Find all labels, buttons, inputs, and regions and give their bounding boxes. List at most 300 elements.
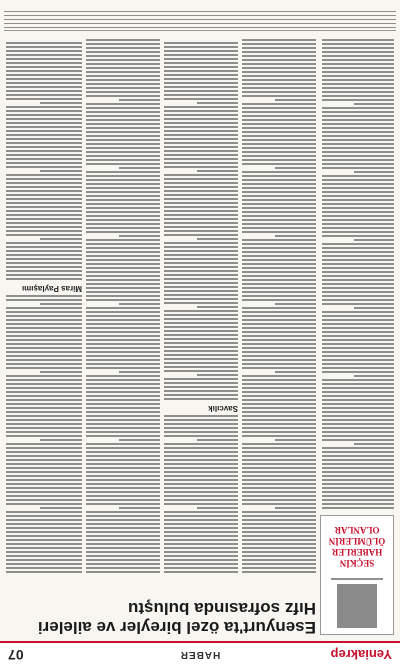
body-text-line bbox=[6, 479, 82, 481]
body-text-line bbox=[164, 278, 238, 280]
body-text-line bbox=[164, 354, 238, 356]
body-text-line bbox=[6, 226, 82, 228]
body-text-line bbox=[164, 394, 238, 396]
body-text-line bbox=[242, 203, 316, 205]
body-text-line bbox=[164, 150, 238, 152]
body-text-line bbox=[86, 79, 160, 81]
body-text-line bbox=[86, 187, 160, 189]
body-text-line bbox=[86, 111, 160, 113]
body-text-line bbox=[6, 351, 82, 353]
article-subheading: Miras Paylaşımı bbox=[21, 284, 82, 293]
body-text-line bbox=[6, 90, 82, 92]
body-text-line bbox=[86, 443, 160, 445]
body-text-line bbox=[322, 187, 394, 189]
body-text-line bbox=[6, 431, 82, 433]
body-text-line bbox=[322, 391, 394, 393]
body-text-line bbox=[322, 119, 394, 121]
body-text-line bbox=[164, 126, 238, 128]
body-text-line bbox=[6, 258, 82, 260]
body-text-line bbox=[164, 519, 238, 521]
body-text-line bbox=[242, 423, 316, 425]
body-text-line bbox=[275, 99, 316, 101]
body-text-line bbox=[6, 110, 82, 112]
body-text-line bbox=[86, 255, 160, 257]
body-text-line bbox=[322, 395, 394, 397]
body-text-line bbox=[86, 535, 160, 537]
body-text-line bbox=[164, 531, 238, 533]
body-text-line bbox=[322, 123, 394, 125]
body-text-line bbox=[322, 203, 394, 205]
body-text-line bbox=[6, 323, 82, 325]
body-text-line bbox=[6, 299, 82, 301]
body-text-line bbox=[242, 39, 316, 41]
body-text-line bbox=[242, 403, 316, 405]
body-text-line bbox=[86, 567, 160, 569]
body-text-line bbox=[242, 95, 316, 97]
body-text-line bbox=[86, 523, 160, 525]
body-text-line bbox=[6, 190, 82, 192]
body-text-line bbox=[6, 495, 82, 497]
body-text-line bbox=[322, 387, 394, 389]
body-text-line bbox=[242, 359, 316, 361]
body-text-line bbox=[242, 331, 316, 333]
body-text-line bbox=[86, 47, 160, 49]
body-text-line bbox=[86, 175, 160, 177]
body-text-line bbox=[86, 271, 160, 273]
body-text-line bbox=[86, 127, 160, 129]
body-text-line bbox=[86, 455, 160, 457]
body-text-line bbox=[322, 47, 394, 49]
body-text-line bbox=[242, 111, 316, 113]
body-text-line bbox=[164, 166, 238, 168]
body-text-line bbox=[119, 439, 160, 441]
body-text-line bbox=[86, 307, 160, 309]
body-text-line bbox=[322, 299, 394, 301]
body-text-line bbox=[164, 370, 238, 372]
body-text-line bbox=[86, 163, 160, 165]
body-text-line bbox=[242, 311, 316, 313]
body-text-line bbox=[86, 43, 160, 45]
body-text-line bbox=[164, 230, 238, 232]
body-text-line bbox=[242, 59, 316, 61]
body-text-line bbox=[6, 274, 82, 276]
body-text-line bbox=[6, 523, 82, 525]
body-text-line bbox=[86, 195, 160, 197]
body-text-line bbox=[86, 267, 160, 269]
body-text-line bbox=[242, 443, 316, 445]
body-text-line bbox=[6, 379, 82, 381]
body-text-line bbox=[164, 310, 238, 312]
body-text-line bbox=[6, 315, 82, 317]
body-text-line bbox=[6, 491, 82, 493]
body-text-line bbox=[322, 463, 394, 465]
body-text-line bbox=[354, 375, 394, 377]
body-text-line bbox=[164, 66, 238, 68]
body-text-line bbox=[86, 339, 160, 341]
body-text-line bbox=[164, 463, 238, 465]
body-text-line bbox=[6, 391, 82, 393]
body-text-line bbox=[6, 539, 82, 541]
body-text-line bbox=[6, 254, 82, 256]
body-text-line bbox=[242, 307, 316, 309]
body-text-line bbox=[242, 319, 316, 321]
body-text-line bbox=[164, 262, 238, 264]
body-text-line bbox=[164, 475, 238, 477]
body-text-line bbox=[242, 171, 316, 173]
body-text-line bbox=[242, 223, 316, 225]
body-text-line bbox=[164, 198, 238, 200]
body-text-line bbox=[86, 135, 160, 137]
body-text-line bbox=[242, 43, 316, 45]
body-text-line bbox=[242, 555, 316, 557]
body-text-line bbox=[242, 163, 316, 165]
body-text-line bbox=[242, 267, 316, 269]
body-text-line bbox=[6, 331, 82, 333]
body-text-line bbox=[242, 499, 316, 501]
body-text-line bbox=[322, 343, 394, 345]
body-text-line bbox=[164, 435, 238, 437]
body-text-line bbox=[242, 139, 316, 141]
body-text-line bbox=[86, 367, 160, 369]
body-text-line bbox=[6, 214, 82, 216]
body-text-line bbox=[197, 439, 238, 441]
body-text-line bbox=[242, 463, 316, 465]
body-text-line bbox=[164, 427, 238, 429]
body-text-line bbox=[242, 79, 316, 81]
body-text-line bbox=[164, 443, 238, 445]
body-text-line bbox=[242, 187, 316, 189]
body-text-line bbox=[6, 126, 82, 128]
body-text-line bbox=[6, 78, 82, 80]
body-text-line bbox=[354, 443, 394, 445]
body-text-line bbox=[322, 75, 394, 77]
body-text-line bbox=[322, 39, 394, 41]
body-text-line bbox=[322, 455, 394, 457]
body-text-line bbox=[164, 186, 238, 188]
body-text-line bbox=[164, 58, 238, 60]
body-text-line bbox=[322, 231, 394, 233]
body-text-line bbox=[242, 471, 316, 473]
body-text-line bbox=[6, 138, 82, 140]
body-text-line bbox=[164, 298, 238, 300]
body-text-line bbox=[86, 139, 160, 141]
body-text-line bbox=[242, 467, 316, 469]
body-text-line bbox=[6, 198, 82, 200]
body-text-line bbox=[164, 158, 238, 160]
body-text-line bbox=[322, 491, 394, 493]
body-text-line bbox=[6, 206, 82, 208]
body-text-line bbox=[242, 127, 316, 129]
body-text-line bbox=[322, 275, 394, 277]
body-text-line bbox=[322, 227, 394, 229]
body-text-line bbox=[164, 495, 238, 497]
body-text-line bbox=[6, 311, 82, 313]
body-text-line bbox=[6, 531, 82, 533]
body-text-line bbox=[86, 419, 160, 421]
body-text-line bbox=[6, 42, 82, 44]
body-text-line bbox=[86, 323, 160, 325]
body-text-line bbox=[164, 326, 238, 328]
article-headline: Esenyurt'ta özel bireyler ve aileleri Hıfz sofrasında buluştu bbox=[37, 599, 316, 637]
body-text-line bbox=[354, 171, 394, 173]
body-text-line bbox=[164, 218, 238, 220]
body-text-line bbox=[164, 222, 238, 224]
body-text-line bbox=[322, 495, 394, 497]
footer-text-line bbox=[4, 27, 396, 28]
body-text-line bbox=[6, 511, 82, 513]
body-text-line bbox=[242, 503, 316, 505]
body-text-line bbox=[86, 459, 160, 461]
body-text-line bbox=[242, 183, 316, 185]
body-text-line bbox=[322, 83, 394, 85]
body-text-line bbox=[242, 515, 316, 517]
body-text-line bbox=[322, 271, 394, 273]
body-text-line bbox=[242, 299, 316, 301]
body-text-line bbox=[242, 527, 316, 529]
body-text-line bbox=[164, 274, 238, 276]
body-text-line bbox=[322, 131, 394, 133]
body-text-line bbox=[164, 555, 238, 557]
body-text-line bbox=[164, 74, 238, 76]
body-text-line bbox=[322, 59, 394, 61]
body-text-line bbox=[6, 443, 82, 445]
body-text-line bbox=[164, 523, 238, 525]
body-text-line bbox=[86, 87, 160, 89]
body-text-line bbox=[86, 227, 160, 229]
body-text-line bbox=[6, 178, 82, 180]
body-text-line bbox=[322, 67, 394, 69]
body-text-line bbox=[86, 147, 160, 149]
body-text-line bbox=[86, 247, 160, 249]
body-text-line bbox=[86, 395, 160, 397]
body-text-line bbox=[86, 223, 160, 225]
body-text-line bbox=[6, 66, 82, 68]
body-text-line bbox=[242, 375, 316, 377]
body-text-line bbox=[86, 351, 160, 353]
body-text-line bbox=[6, 162, 82, 164]
body-text-line bbox=[86, 331, 160, 333]
body-text-line bbox=[242, 107, 316, 109]
body-text-line bbox=[86, 547, 160, 549]
body-text-line bbox=[6, 515, 82, 517]
body-text-line bbox=[242, 263, 316, 265]
body-text-line bbox=[86, 275, 160, 277]
body-text-line bbox=[242, 159, 316, 161]
body-text-line bbox=[242, 491, 316, 493]
body-text-line bbox=[322, 319, 394, 321]
body-text-line bbox=[275, 303, 316, 305]
body-text-line bbox=[322, 51, 394, 53]
body-text-line bbox=[86, 559, 160, 561]
body-text-line bbox=[242, 363, 316, 365]
body-text-line bbox=[86, 487, 160, 489]
body-text-line bbox=[6, 423, 82, 425]
body-text-line bbox=[86, 91, 160, 93]
body-text-line bbox=[6, 471, 82, 473]
body-text-line bbox=[164, 346, 238, 348]
body-text-line bbox=[322, 323, 394, 325]
body-text-line bbox=[119, 371, 160, 373]
body-text-line bbox=[6, 307, 82, 309]
body-text-line bbox=[6, 46, 82, 48]
body-text-line bbox=[164, 334, 238, 336]
body-text-line bbox=[86, 59, 160, 61]
body-text-line bbox=[322, 359, 394, 361]
text-column bbox=[86, 37, 160, 573]
page-footer bbox=[4, 4, 396, 28]
body-text-line bbox=[322, 371, 394, 373]
body-text-line bbox=[86, 407, 160, 409]
body-text-line bbox=[164, 491, 238, 493]
body-text-line bbox=[164, 551, 238, 553]
body-text-line bbox=[322, 159, 394, 161]
body-text-line bbox=[242, 323, 316, 325]
body-text-line bbox=[322, 431, 394, 433]
body-text-line bbox=[6, 459, 82, 461]
body-text-line bbox=[242, 551, 316, 553]
body-text-line bbox=[164, 78, 238, 80]
body-text-line bbox=[322, 279, 394, 281]
body-text-line bbox=[164, 282, 238, 284]
body-text-line bbox=[6, 343, 82, 345]
body-text-line bbox=[86, 143, 160, 145]
body-text-line bbox=[164, 547, 238, 549]
body-text-line bbox=[164, 90, 238, 92]
body-text-line bbox=[86, 383, 160, 385]
body-text-line bbox=[242, 435, 316, 437]
body-text-line bbox=[242, 351, 316, 353]
column-title-line: ÖLÜMLERİN bbox=[328, 536, 386, 546]
body-text-line bbox=[86, 551, 160, 553]
body-text-line bbox=[164, 94, 238, 96]
body-text-line bbox=[86, 211, 160, 213]
body-text-line bbox=[86, 55, 160, 57]
body-text-line bbox=[6, 435, 82, 437]
body-text-line bbox=[322, 315, 394, 317]
body-text-line bbox=[242, 479, 316, 481]
body-text-line bbox=[164, 134, 238, 136]
body-text-line bbox=[86, 399, 160, 401]
body-text-line bbox=[6, 174, 82, 176]
body-text-line bbox=[322, 459, 394, 461]
body-text-line bbox=[164, 366, 238, 368]
body-text-line bbox=[242, 419, 316, 421]
body-text-line bbox=[86, 343, 160, 345]
body-text-line bbox=[164, 483, 238, 485]
body-text-line bbox=[164, 242, 238, 244]
body-text-line bbox=[164, 118, 238, 120]
body-text-line bbox=[86, 335, 160, 337]
body-text-line bbox=[6, 339, 82, 341]
body-text-line bbox=[322, 211, 394, 213]
body-text-line bbox=[242, 391, 316, 393]
body-text-line bbox=[6, 427, 82, 429]
newspaper-logo: Yeniakrep bbox=[330, 647, 392, 662]
body-text-line bbox=[242, 547, 316, 549]
body-text-line bbox=[6, 559, 82, 561]
body-text-line bbox=[6, 122, 82, 124]
body-text-line bbox=[242, 519, 316, 521]
body-text-line bbox=[164, 206, 238, 208]
body-text-line bbox=[242, 407, 316, 409]
body-text-line bbox=[242, 559, 316, 561]
body-text-line bbox=[242, 447, 316, 449]
body-text-line bbox=[86, 463, 160, 465]
body-text-line bbox=[6, 246, 82, 248]
body-text-line bbox=[164, 266, 238, 268]
body-text-line bbox=[164, 419, 238, 421]
body-text-line bbox=[242, 255, 316, 257]
body-text-line bbox=[322, 251, 394, 253]
footer-text-line bbox=[4, 15, 396, 16]
body-text-line bbox=[86, 403, 160, 405]
body-text-line bbox=[6, 74, 82, 76]
body-text-line bbox=[86, 199, 160, 201]
body-text-line bbox=[86, 131, 160, 133]
body-text-line bbox=[322, 295, 394, 297]
body-text-line bbox=[242, 287, 316, 289]
body-text-line bbox=[86, 515, 160, 517]
body-text-line bbox=[322, 419, 394, 421]
body-text-line bbox=[86, 103, 160, 105]
body-text-line bbox=[242, 279, 316, 281]
body-text-line bbox=[119, 235, 160, 237]
body-text-line bbox=[322, 55, 394, 57]
body-text-line bbox=[164, 503, 238, 505]
body-text-line bbox=[242, 87, 316, 89]
body-text-line bbox=[6, 54, 82, 56]
body-text-line bbox=[164, 54, 238, 56]
body-text-line bbox=[242, 231, 316, 233]
body-text-line bbox=[322, 115, 394, 117]
body-text-line bbox=[40, 303, 82, 305]
body-text-line bbox=[164, 451, 238, 453]
body-text-line bbox=[164, 487, 238, 489]
body-text-line bbox=[322, 163, 394, 165]
body-text-line bbox=[86, 283, 160, 285]
body-text-line bbox=[6, 395, 82, 397]
body-text-line bbox=[164, 515, 238, 517]
body-text-line bbox=[164, 330, 238, 332]
body-text-line bbox=[86, 571, 160, 573]
body-text-line bbox=[242, 495, 316, 497]
section-label: HABER bbox=[179, 649, 221, 660]
body-text-line bbox=[6, 114, 82, 116]
body-text-line bbox=[322, 219, 394, 221]
body-text-line bbox=[242, 339, 316, 341]
body-text-line bbox=[6, 50, 82, 52]
body-text-line bbox=[322, 351, 394, 353]
body-text-line bbox=[6, 319, 82, 321]
body-text-line bbox=[242, 427, 316, 429]
footer-text-line bbox=[4, 19, 396, 20]
body-text-line bbox=[164, 258, 238, 260]
column-title-line: SEÇKİN HABERLER bbox=[331, 547, 383, 568]
body-text-line bbox=[322, 143, 394, 145]
body-text-line bbox=[322, 335, 394, 337]
body-text-line bbox=[242, 47, 316, 49]
body-text-line bbox=[242, 155, 316, 157]
body-text-line bbox=[86, 539, 160, 541]
body-text-line bbox=[322, 447, 394, 449]
body-text-line bbox=[86, 123, 160, 125]
body-text-line bbox=[6, 359, 82, 361]
body-text-line bbox=[242, 195, 316, 197]
body-text-line bbox=[242, 455, 316, 457]
body-text-line bbox=[86, 279, 160, 281]
body-text-line bbox=[242, 511, 316, 513]
body-text-line bbox=[322, 355, 394, 357]
